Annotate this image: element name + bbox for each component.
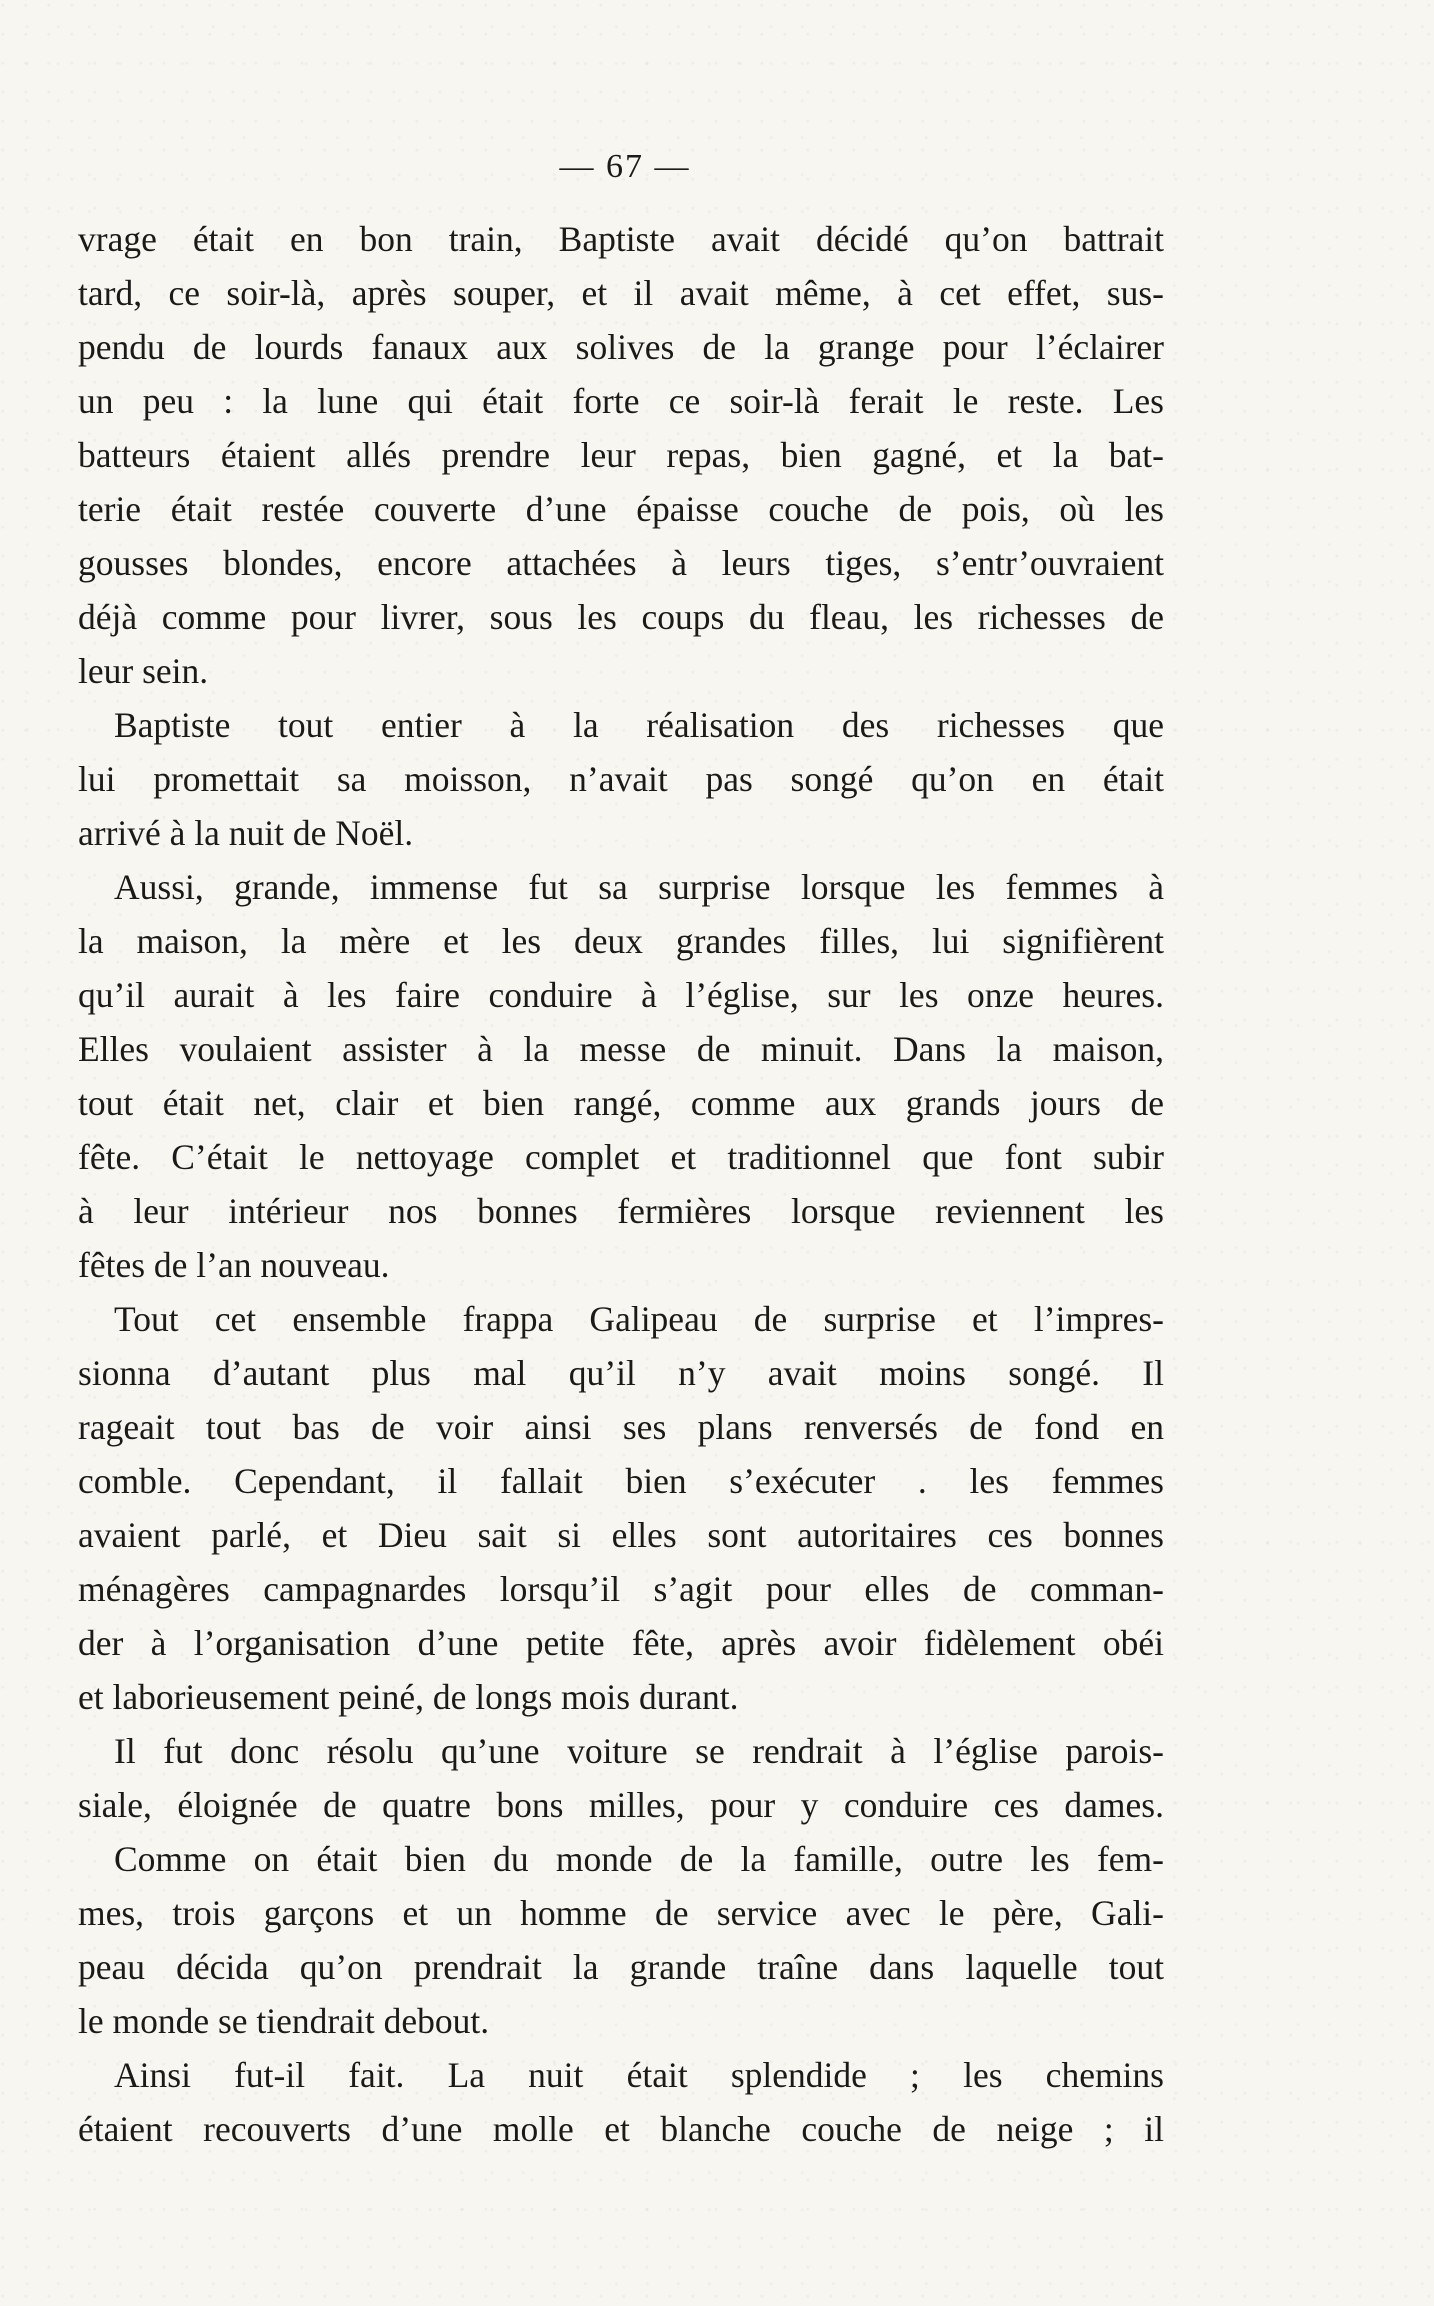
text-line: leur sein. xyxy=(78,651,209,691)
text-line: Baptiste tout entier à la réalisation des richesses que xyxy=(114,705,1164,745)
text-line: batteurs étaient allés prendre leur repas, bien gagné, et la bat- xyxy=(78,435,1164,475)
text-line: tout était net, clair et bien rangé, comme aux grands jours de xyxy=(78,1083,1164,1123)
text-line: sionna d’autant plus mal qu’il n’y avait moins songé. Il xyxy=(78,1353,1164,1393)
text-line: siale, éloignée de quatre bons milles, pour y conduire ces dames. xyxy=(78,1785,1164,1825)
text-line: à leur intérieur nos bonnes fermières lorsque reviennent les xyxy=(78,1191,1164,1231)
text-line: terie était restée couverte d’une épaisse couche de pois, où les xyxy=(78,489,1164,529)
text-line: étaient recouverts d’une molle et blanche couche de neige ; il xyxy=(78,2109,1164,2149)
text-line: un peu : la lune qui était forte ce soir-là ferait le reste. Les xyxy=(78,381,1164,421)
text-line: Ainsi fut-il fait. La nuit était splendide ; les chemins xyxy=(114,2055,1164,2095)
text-line: peau décida qu’on prendrait la grande traîne dans laquelle tout xyxy=(78,1947,1164,1987)
text-line: Elles voulaient assister à la messe de minuit. Dans la maison, xyxy=(78,1029,1164,1069)
page-number: — 67 — xyxy=(559,148,691,185)
body-text xyxy=(78,212,1164,2156)
text-line: qu’il aurait à les faire conduire à l’église, sur les onze heures. xyxy=(78,975,1164,1015)
text-line: vrage était en bon train, Baptiste avait décidé qu’on battrait xyxy=(78,219,1164,259)
text-line: Aussi, grande, immense fut sa surprise lorsque les femmes à xyxy=(114,867,1164,907)
text-line: gousses blondes, encore attachées à leurs tiges, s’entr’ouvraient xyxy=(78,543,1164,583)
text-line: Il fut donc résolu qu’une voiture se rendrait à l’église parois- xyxy=(114,1731,1164,1771)
text-line: avaient parlé, et Dieu sait si elles sont autoritaires ces bonnes xyxy=(78,1515,1164,1555)
text-line: pendu de lourds fanaux aux solives de la grange pour l’éclairer xyxy=(78,327,1164,367)
text-line: la maison, la mère et les deux grandes filles, lui signifièrent xyxy=(78,921,1164,961)
text-line: mes, trois garçons et un homme de service avec le père, Gali- xyxy=(78,1893,1164,1933)
text-line: et laborieusement peiné, de longs mois durant. xyxy=(78,1677,739,1717)
text-line: der à l’organisation d’une petite fête, après avoir fidèlement obéi xyxy=(78,1623,1164,1663)
text-line: ménagères campagnardes lorsqu’il s’agit pour elles de comman- xyxy=(78,1569,1164,1609)
text-line: fête. C’était le nettoyage complet et traditionnel que font subir xyxy=(78,1137,1164,1177)
text-line: Comme on était bien du monde de la famille, outre les fem- xyxy=(114,1839,1164,1879)
text-line: fêtes de l’an nouveau. xyxy=(78,1245,390,1285)
text-line: lui promettait sa moisson, n’avait pas songé qu’on en était xyxy=(78,759,1164,799)
text-line: le monde se tiendrait debout. xyxy=(78,2001,490,2041)
text-line: arrivé à la nuit de Noël. xyxy=(78,813,414,853)
text-line: tard, ce soir-là, après souper, et il avait même, à cet effet, sus- xyxy=(78,273,1164,313)
text-line: comble. Cependant, il fallait bien s’exécuter . les femmes xyxy=(78,1461,1164,1501)
text-line: déjà comme pour livrer, sous les coups du fleau, les richesses de xyxy=(78,597,1164,637)
text-line: rageait tout bas de voir ainsi ses plans renversés de fond en xyxy=(78,1407,1164,1447)
text-line: Tout cet ensemble frappa Galipeau de surprise et l’impres- xyxy=(114,1299,1164,1339)
